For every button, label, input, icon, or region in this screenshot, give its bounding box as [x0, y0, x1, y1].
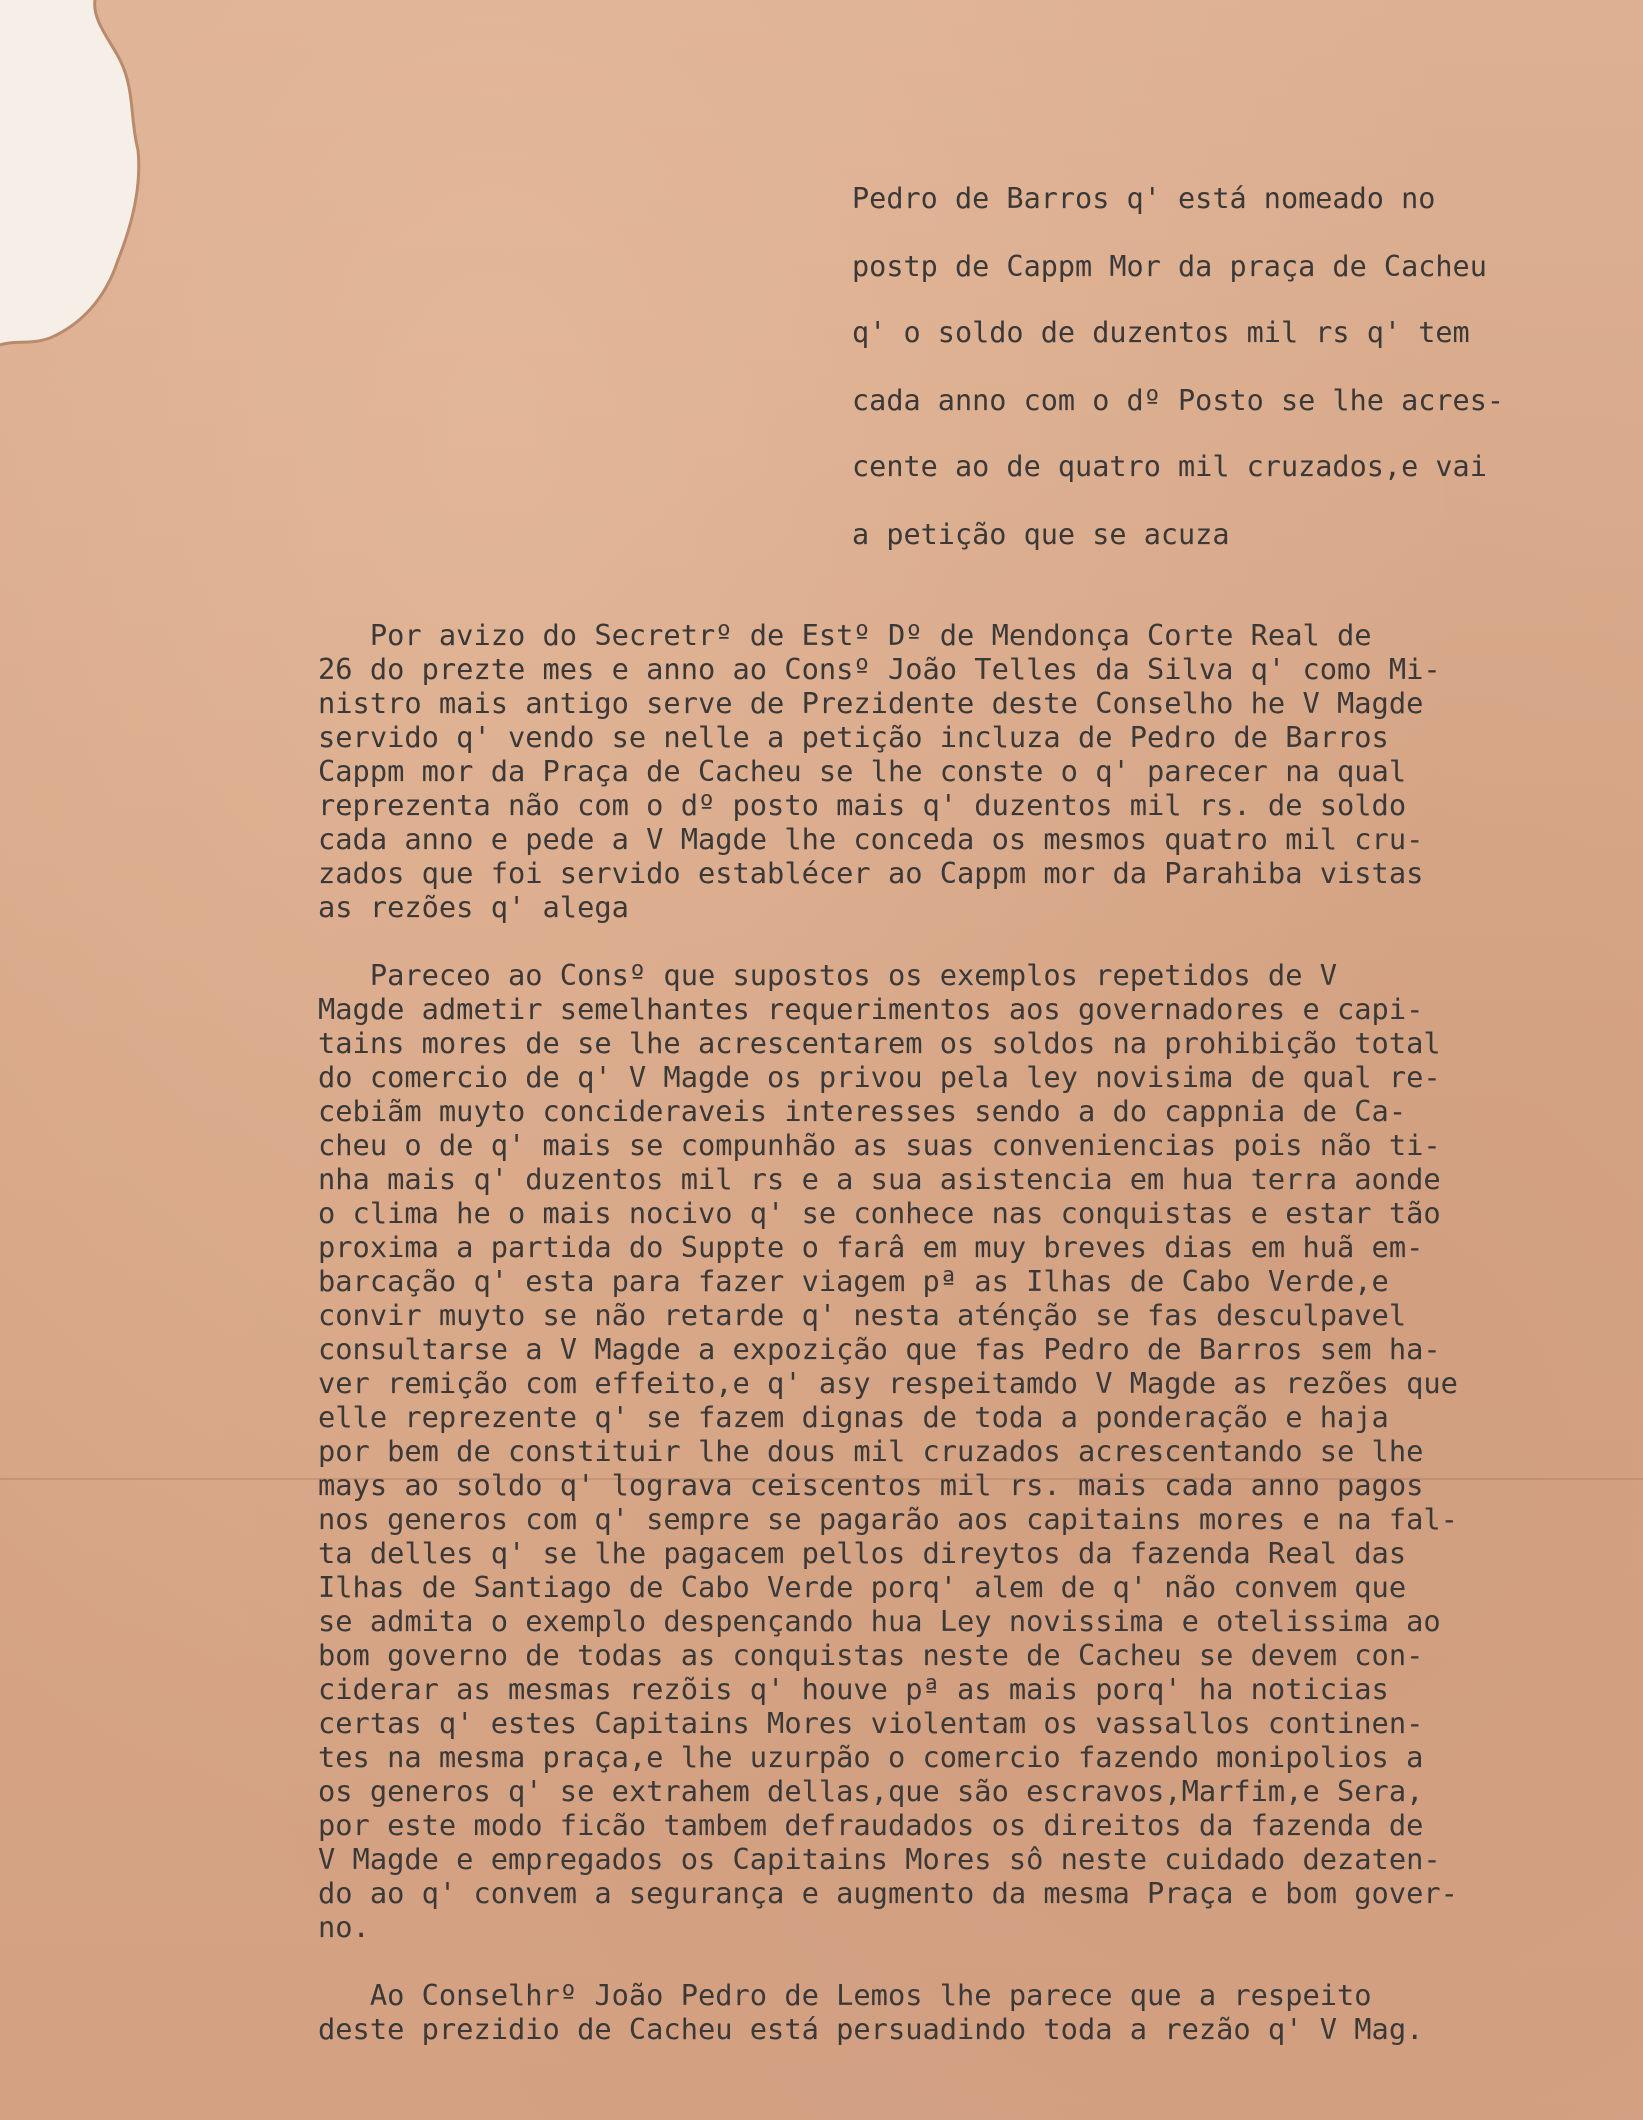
body-line: consultarse a V Magde a expozição que fas Pedro de Barros sem ha- [318, 1332, 1441, 1366]
body-line: 26 do prezte mes e anno ao Consº João Telles da Silva q' como Mi- [318, 652, 1441, 686]
body-line: do comercio de q' V Magde os privou pela ley novisima de qual re- [318, 1060, 1441, 1094]
body-line: proxima a partida do Suppte o farâ em muy breves dias em huã em- [318, 1230, 1424, 1264]
summary-line: Pedro de Barros q' está nomeado no [852, 182, 1436, 215]
body-line: Ao Conselhrº João Pedro de Lemos lhe parece que a respeito [318, 1978, 1372, 2012]
torn-corner [0, 0, 150, 360]
body-line: por este modo ficão tambem defraudados os direitos da fazenda de [318, 1808, 1424, 1842]
summary-line: cada anno com o dº Posto se lhe acres- [852, 384, 1505, 417]
body-line: Cappm mor da Praça de Cacheu se lhe conste o q' parecer na qual [318, 754, 1407, 788]
body-line: certas q' estes Capitains Mores violentam os vassallos continen- [318, 1706, 1424, 1740]
body-line: se admita o exemplo despençando hua Ley novissima e otelissima ao [318, 1604, 1441, 1638]
body-line: tes na mesma praça,e lhe uzurpão o comercio fazendo monipolios a [318, 1740, 1424, 1774]
body-line: tains mores de se lhe acrescentarem os soldos na prohibição total [318, 1026, 1441, 1060]
body-line: elle reprezente q' se fazem dignas de toda a ponderação e haja [318, 1400, 1389, 1434]
body-line: nistro mais antigo serve de Prezidente deste Conselho he V Magde [318, 686, 1424, 720]
body-line: os generos q' se extrahem dellas,que são escravos,Marfim,e Sera, [318, 1774, 1424, 1808]
body-line: no. [318, 1910, 370, 1944]
body-line: ciderar as mesmas rezõis q' houve pª as mais porq' ha noticias [318, 1672, 1389, 1706]
body-line: ta delles q' se lhe pagacem pellos direytos da fazenda Real das [318, 1536, 1407, 1570]
body-line: Magde admetir semelhantes requerimentos aos governadores e capi- [318, 992, 1424, 1026]
body-line: convir muyto se não retarde q' nesta aténção se fas desculpavel [318, 1298, 1407, 1332]
body-line: nos generos com q' sempre se pagarão aos capitains mores e na fal- [318, 1502, 1458, 1536]
body-line: ver remição com effeito,e q' asy respeitamdo V Magde as rezões que [318, 1366, 1458, 1400]
summary-line: cente ao de quatro mil cruzados,e vai [852, 450, 1487, 483]
body-line: zados que foi servido establécer ao Cappm mor da Parahiba vistas [318, 856, 1424, 890]
body-line: V Magde e empregados os Capitains Mores sô neste cuidado dezaten- [318, 1842, 1441, 1876]
body-line: servido q' vendo se nelle a petição incluza de Pedro de Barros [318, 720, 1389, 754]
body-line: cheu o de q' mais se compunhão as suas conveniencias pois não ti- [318, 1128, 1441, 1162]
body-line: nha mais q' duzentos mil rs e a sua asistencia em hua terra aonde [318, 1162, 1441, 1196]
body-line: do ao q' convem a segurança e augmento da mesma Praça e bom gover- [318, 1876, 1458, 1910]
body-line: cada anno e pede a V Magde lhe conceda os mesmos quatro mil cru- [318, 822, 1424, 856]
body-line: deste prezidio de Cacheu está persuadindo toda a rezão q' V Mag. [318, 2012, 1424, 2046]
body-line: bom governo de todas as conquistas neste de Cacheu se devem con- [318, 1638, 1424, 1672]
body-line: Ilhas de Santiago de Cabo Verde porq' alem de q' não convem que [318, 1570, 1407, 1604]
body-line: reprezenta não com o dº posto mais q' duzentos mil rs. de soldo [318, 788, 1407, 822]
summary-line: q' o soldo de duzentos mil rs q' tem [852, 316, 1470, 349]
body-line: barcação q' esta para fazer viagem pª as Ilhas de Cabo Verde,e [318, 1264, 1389, 1298]
summary-line: postp de Cappm Mor da praça de Cacheu [852, 250, 1487, 283]
body-line: mays ao soldo q' lograva ceiscentos mil rs. mais cada anno pagos [318, 1468, 1424, 1502]
body-line: cebiãm muyto concideraveis interesses sendo a do cappnia de Ca- [318, 1094, 1407, 1128]
summary-line: a petição que se acuza [852, 518, 1230, 551]
body-line: as rezões q' alega [318, 890, 629, 924]
body-line: Pareceo ao Consº que supostos os exemplos repetidos de V [318, 958, 1338, 992]
body-line: o clima he o mais nocivo q' se conhece nas conquistas e estar tão [318, 1196, 1441, 1230]
body-line: Por avizo do Secretrº de Estº Dº de Mendonça Corte Real de [318, 618, 1372, 652]
body-line: por bem de constituir lhe dous mil cruzados acrescentando se lhe [318, 1434, 1424, 1468]
